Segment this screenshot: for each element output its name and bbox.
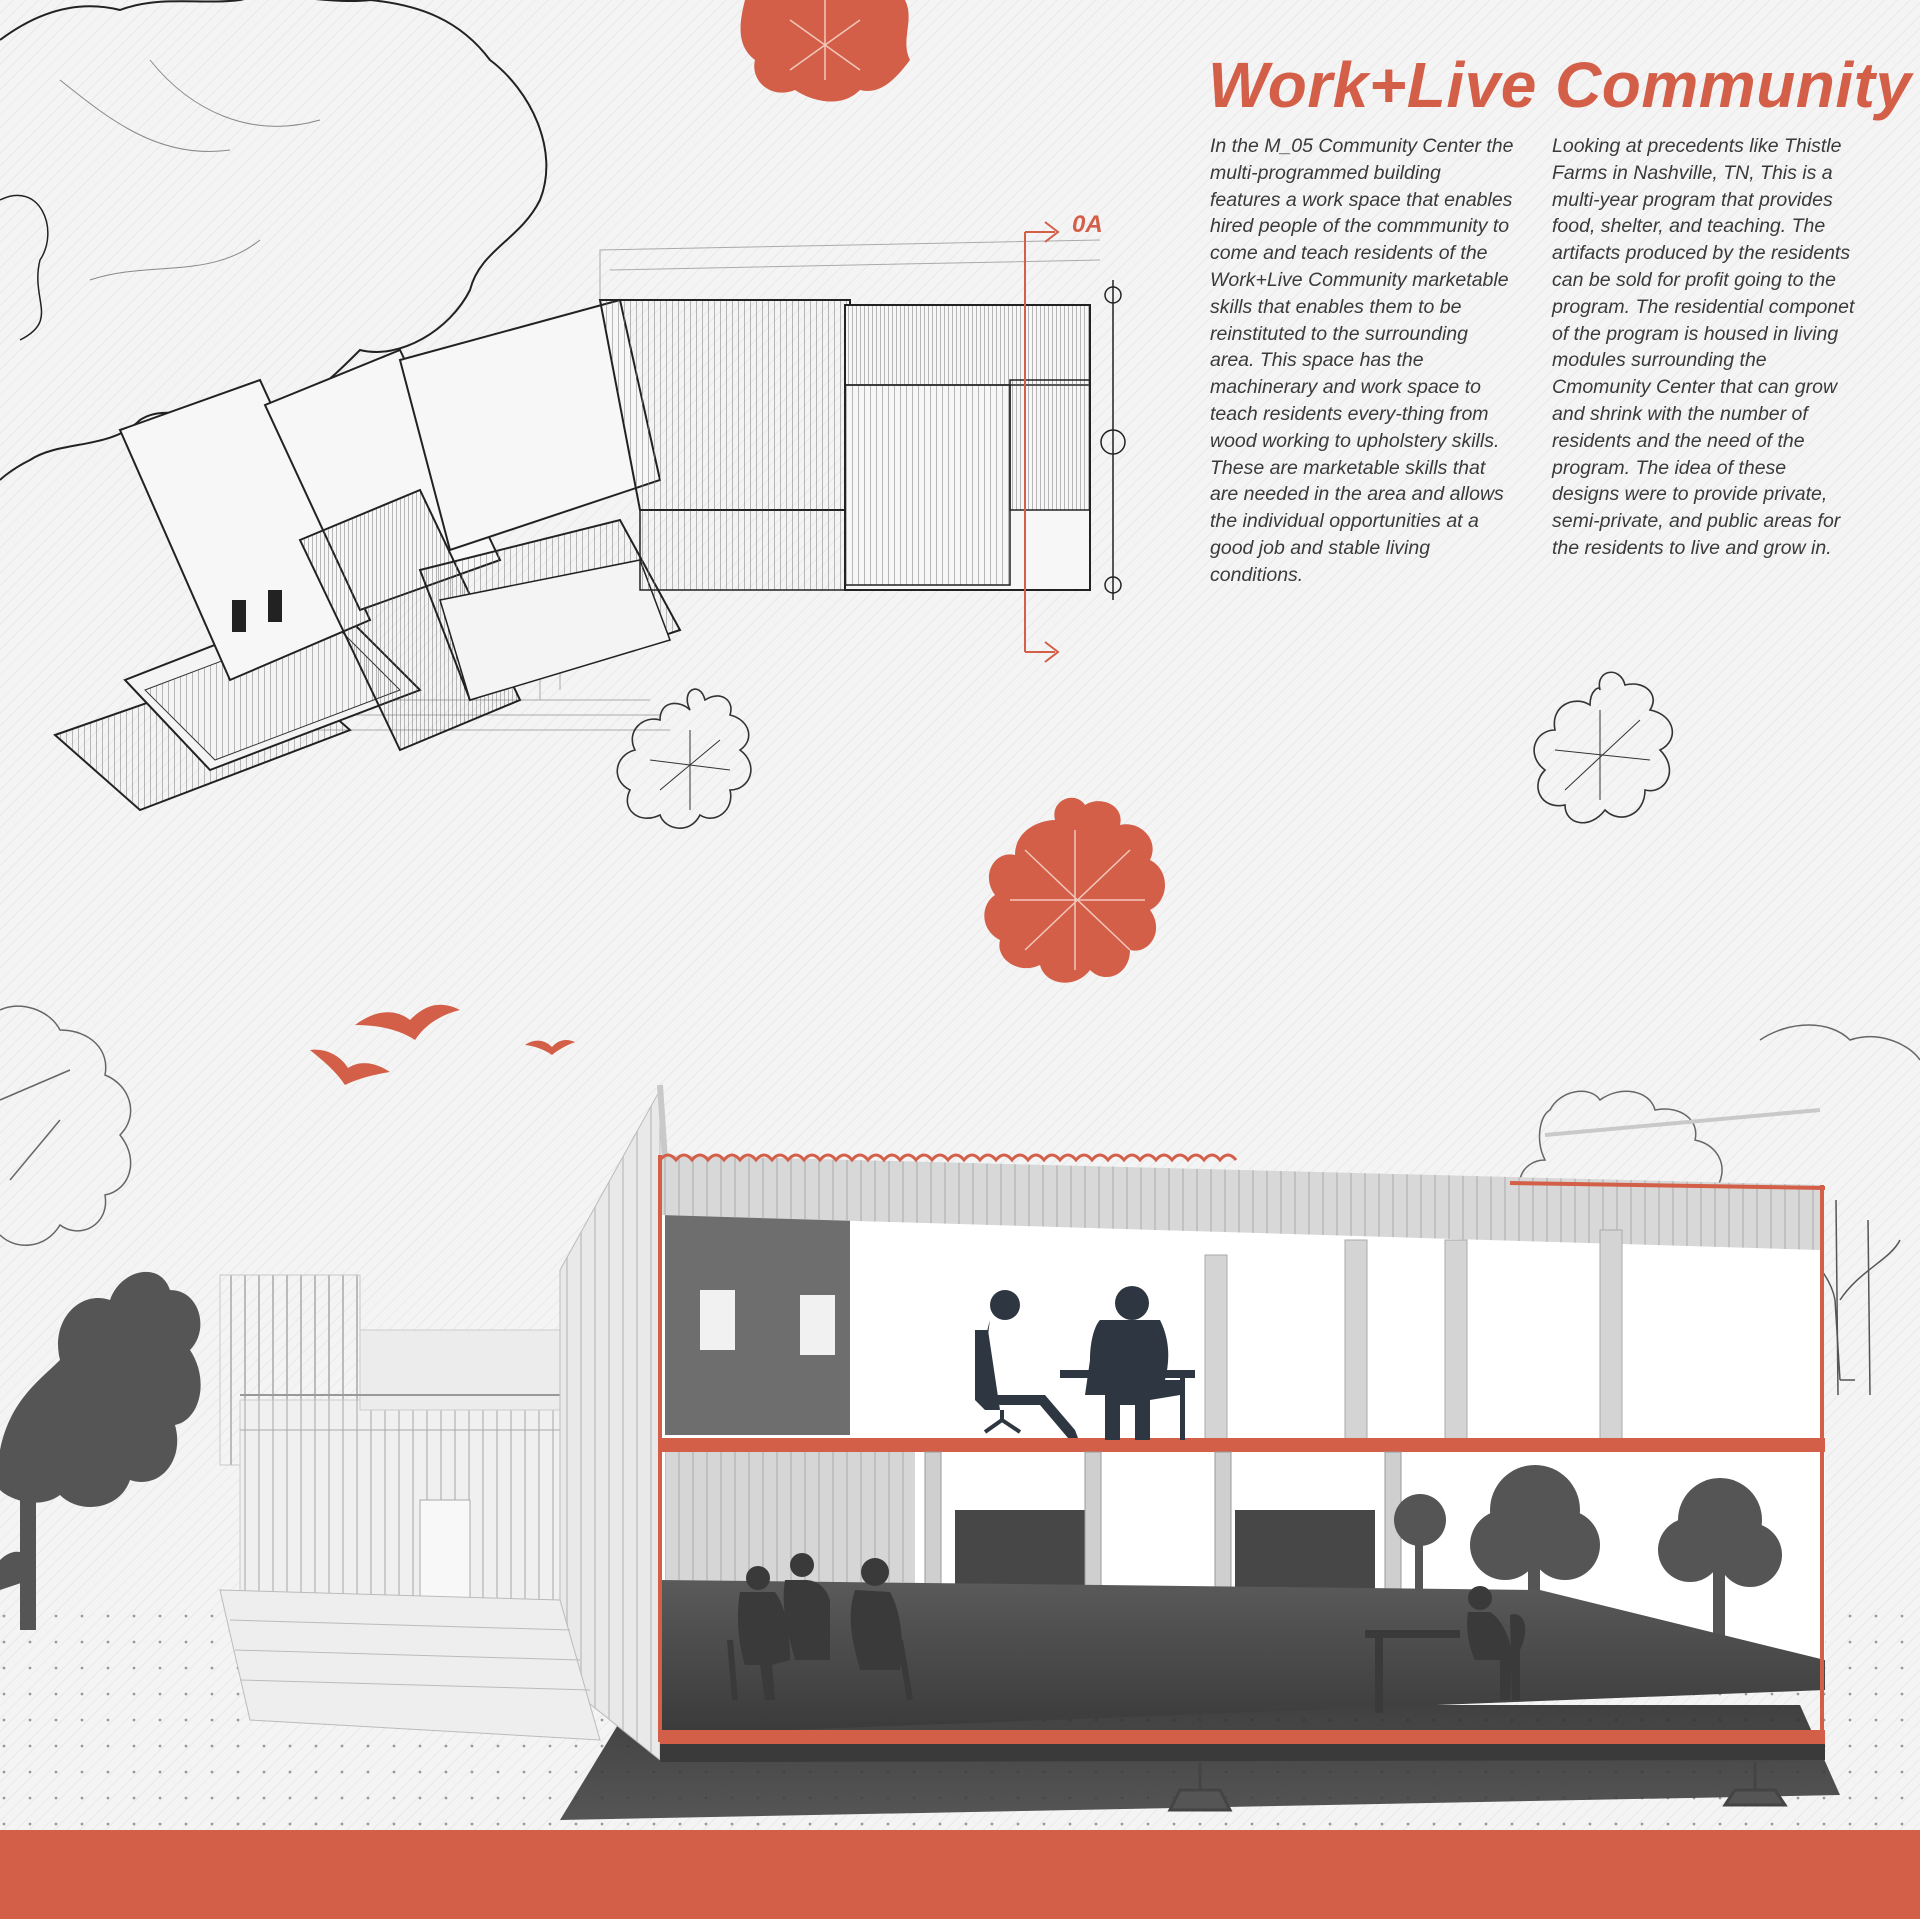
description-right-column: Looking at precedents like Thistle Farms in Nashville, TN, This is a multi-year program that provides food, shelter, and teaching. The artifacts produced by the residents can be sold for profit going to the program. The residential componet of the program is housed in living modules surrounding the Cmomunity Center that can grow and shrink with the number of residents and the need of the program. The idea of these designs were to provide private, semi-private, and public areas for the residents to live and grow in.: [1552, 135, 1855, 559]
board-title: Work+Live Community: [1208, 49, 1912, 121]
orange-tree-top: [741, 0, 910, 102]
description-left-column: In the M_05 Community Center the multi-programmed building features a work space that enables hired people of the commmunity to come and teach residents of the Work+Live Community marketable skills that enables them to be reinstituted to the surrounding area. This space has the machinerary and work space to teach residents every-thing from wood working to upholstery skills. These are marketable skills that are needed in the area and allows the individual opportunities at a good job and stable living conditions.: [1210, 135, 1514, 586]
back-building: [220, 1085, 665, 1760]
ground-band: [0, 1830, 1920, 1919]
floor-plan: [55, 240, 1125, 810]
dark-tree-left: [0, 1272, 201, 1630]
section-marker-label: 0A: [1072, 211, 1103, 238]
outline-tree-left: [617, 689, 751, 828]
outline-tree-right: [1534, 672, 1672, 822]
birds: [310, 1005, 575, 1085]
orange-tree-middle: [984, 798, 1165, 983]
